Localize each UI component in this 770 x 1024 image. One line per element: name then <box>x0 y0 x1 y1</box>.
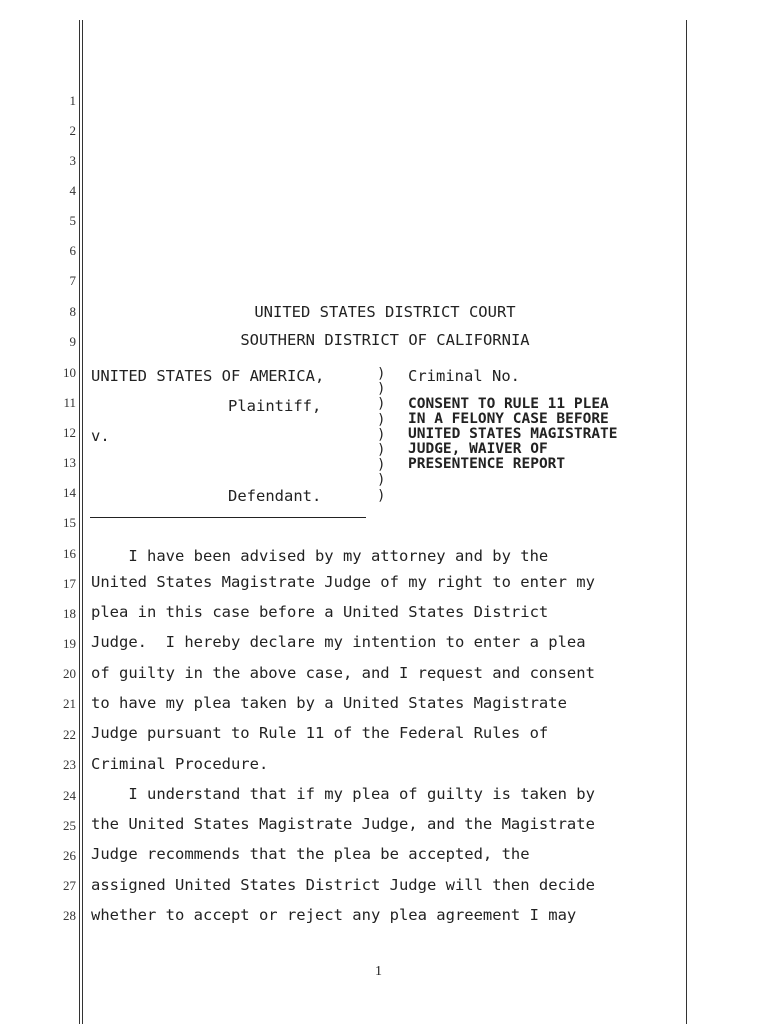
body-line: Judge recommends that the plea be accepted, the <box>91 845 530 863</box>
line-number: 11 <box>63 395 76 410</box>
line-number: 20 <box>63 666 76 681</box>
caption-role-defendant: Defendant. <box>228 487 322 505</box>
document-title-line: UNITED STATES MAGISTRATE <box>408 426 618 442</box>
body-line: United States Magistrate Judge of my right to enter my <box>91 573 595 591</box>
left-margin-rule-inner <box>82 20 83 1024</box>
body-line: plea in this case before a United States District <box>91 603 549 621</box>
line-number: 21 <box>63 696 76 711</box>
body-line: whether to accept or reject any plea agreement I may <box>91 906 577 924</box>
document-title-line: CONSENT TO RULE 11 PLEA <box>408 396 609 412</box>
left-margin-rule-outer <box>79 20 80 1024</box>
body-line: assigned United States District Judge will then decide <box>91 876 595 894</box>
court-district: SOUTHERN DISTRICT OF CALIFORNIA <box>240 331 530 349</box>
court-name: UNITED STATES DISTRICT COURT <box>254 303 516 321</box>
line-number: 9 <box>69 334 76 349</box>
body-line: I understand that if my plea of guilty is taken by <box>91 785 595 803</box>
body-line: Judge pursuant to Rule 11 of the Federal Rules of <box>91 724 549 742</box>
body-line: Criminal Procedure. <box>91 755 269 773</box>
body-line: the United States Magistrate Judge, and the Magistrate <box>91 815 595 833</box>
line-number: 16 <box>63 546 76 561</box>
document-title-line: PRESENTENCE REPORT <box>408 456 566 472</box>
caption-versus: v. <box>91 427 110 445</box>
line-number: 8 <box>69 304 76 319</box>
line-number: 25 <box>63 818 76 833</box>
line-number: 19 <box>63 636 76 651</box>
line-number: 22 <box>63 727 76 742</box>
line-number: 13 <box>63 455 76 470</box>
line-number: 2 <box>69 123 76 138</box>
line-number: 5 <box>69 213 76 228</box>
line-number: 1 <box>69 93 76 108</box>
line-number: 4 <box>69 183 76 198</box>
caption-underline <box>90 517 366 518</box>
body-line: I have been advised by my attorney and by the <box>91 547 549 565</box>
line-number: 17 <box>63 576 76 591</box>
body-line: to have my plea taken by a United States Magistrate <box>91 694 567 712</box>
line-number: 23 <box>63 757 76 772</box>
line-number: 10 <box>63 365 76 380</box>
line-number: 6 <box>69 243 76 258</box>
line-number: 26 <box>63 848 76 863</box>
line-number: 28 <box>63 908 76 923</box>
caption-parentheses: ) ) ) ) ) ) ) ) ) <box>377 366 386 504</box>
case-number-label: Criminal No. <box>408 367 520 385</box>
line-number: 24 <box>63 788 76 803</box>
line-number: 12 <box>63 425 76 440</box>
body-line: of guilty in the above case, and I request and consent <box>91 664 595 682</box>
caption-party-plaintiff: UNITED STATES OF AMERICA, <box>91 367 325 385</box>
line-number: 7 <box>69 273 76 288</box>
caption-role-plaintiff: Plaintiff, <box>228 397 322 415</box>
document-title-line: JUDGE, WAIVER OF <box>408 441 548 457</box>
line-number: 14 <box>63 485 76 500</box>
page-number: 1 <box>375 964 382 979</box>
body-line: Judge. I hereby declare my intention to enter a plea <box>91 633 586 651</box>
line-number: 18 <box>63 606 76 621</box>
line-number: 3 <box>69 153 76 168</box>
line-number: 15 <box>63 515 76 530</box>
document-title-line: IN A FELONY CASE BEFORE <box>408 411 609 427</box>
right-margin-rule <box>686 20 687 1024</box>
line-number: 27 <box>63 878 76 893</box>
